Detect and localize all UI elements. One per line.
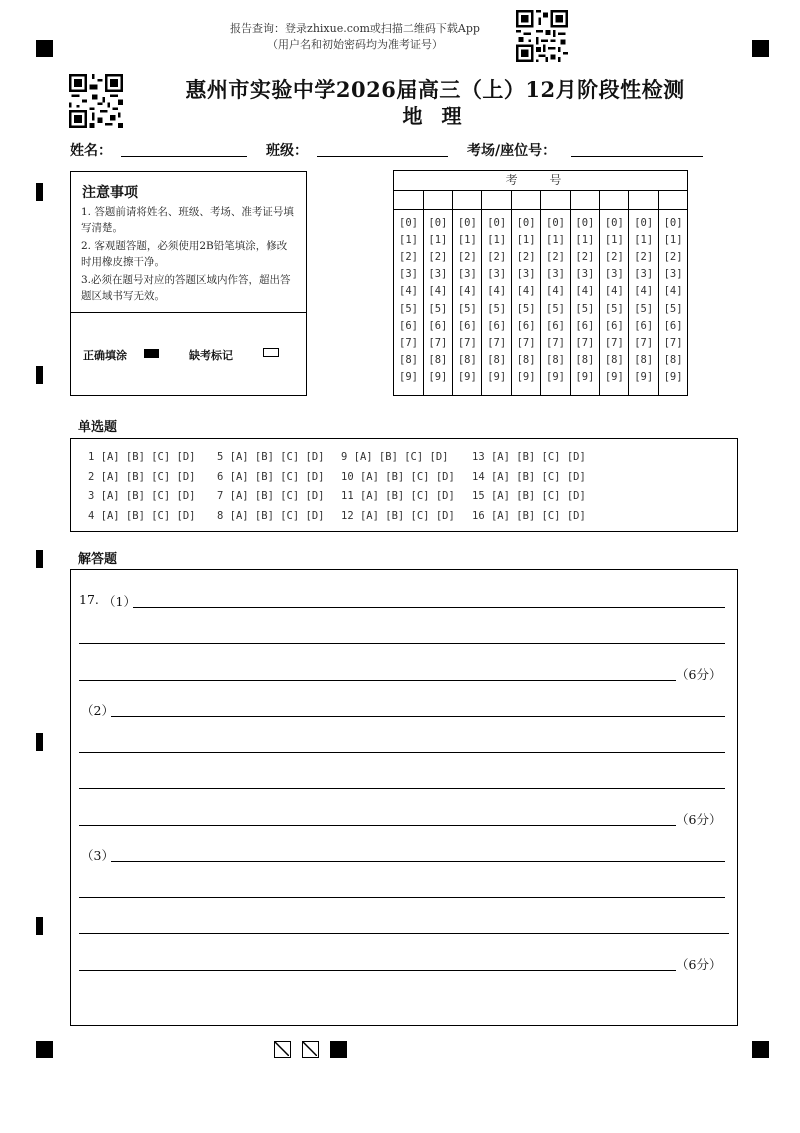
exam-id-bubble[interactable]: [1] [487,234,507,247]
exam-id-bubble[interactable]: [1] [546,234,565,247]
exam-id-bubble[interactable]: [2] [428,251,448,264]
registration-mark-top-left [36,40,53,57]
part-1-points: （6分） [676,667,722,682]
part-2-points: （6分） [676,812,722,827]
timing-mark [36,917,43,935]
exam-id-bubble[interactable]: [3] [516,268,536,281]
exam-id-bubble[interactable]: [7] [428,336,448,349]
registration-mark-bottom-right [752,1041,769,1058]
exam-id-write-box[interactable] [423,190,452,210]
exam-id-column [570,190,600,395]
exam-id-column [600,190,630,395]
exam-id-bubble[interactable]: [0] [546,217,565,229]
exam-id-bubble[interactable]: [0] [604,217,624,229]
exam-id-bubble[interactable]: [2] [604,251,624,264]
answer-line[interactable] [79,970,676,971]
exam-id-bubble[interactable]: [4] [516,285,536,298]
exam-id-bubble[interactable]: [4] [663,285,683,298]
exam-id-bubble[interactable]: [3] [663,268,683,281]
exam-id-bubble[interactable]: [0] [428,217,448,229]
exam-id-bubble[interactable]: [4] [604,285,624,298]
exam-id-bubble[interactable]: [1] [399,234,418,247]
part-1-label: （1） [103,594,136,609]
page-mark-hatched [302,1041,319,1058]
exam-id-write-box[interactable] [629,190,658,210]
exam-id-bubble[interactable]: [6] [428,319,448,332]
exam-id-bubble[interactable]: [2] [457,251,477,264]
exam-id-bubble[interactable]: [0] [487,217,507,229]
exam-id-bubble[interactable]: [7] [604,336,624,349]
exam-id-grid [393,170,688,396]
name-field[interactable] [121,156,247,157]
answer-line[interactable] [79,897,725,898]
exam-id-bubble[interactable]: [9] [428,370,448,383]
answer-line[interactable] [133,607,725,608]
exam-id-bubble[interactable]: [5] [428,302,448,315]
exam-id-write-box[interactable] [659,190,689,210]
question-17-number: 17. [79,592,99,607]
exam-id-bubble[interactable]: [5] [399,302,418,315]
exam-id-bubble[interactable]: [0] [399,217,418,229]
exam-id-column [423,190,453,395]
exam-id-bubble[interactable]: [2] [575,251,595,264]
exam-id-bubble[interactable]: [8] [516,353,536,366]
exam-id-bubble[interactable]: [7] [663,336,683,349]
part-3-points: （6分） [676,957,722,972]
exam-id-bubble[interactable]: [3] [399,268,418,281]
exam-id-bubble[interactable]: [9] [516,370,536,383]
exam-id-column [394,190,424,395]
multiple-choice-box [70,438,738,532]
exam-id-bubble[interactable]: [1] [428,234,448,247]
exam-id-bubble[interactable]: [2] [546,251,565,264]
exam-id-bubble[interactable]: [6] [399,319,418,332]
answer-line[interactable] [79,680,676,681]
answer-line[interactable] [79,788,725,789]
exam-id-bubble[interactable]: [8] [634,353,654,366]
exam-id-bubble[interactable]: [2] [634,251,654,264]
exam-id-bubble[interactable]: [8] [546,353,565,366]
exam-id-bubble[interactable]: [9] [546,370,565,383]
exam-id-header: 考 号 [394,171,687,191]
choice-question-3[interactable]: 3 [A] [B] [C] [D] [88,490,196,502]
exam-id-bubble[interactable]: [4] [428,285,448,298]
registration-mark-bottom-left [36,1041,53,1058]
answer-section-label: 解答题 [78,552,118,567]
choice-question-2[interactable]: 2 [A] [B] [C] [D] [88,470,196,483]
exam-id-bubble[interactable]: [9] [399,370,418,383]
exam-id-bubble[interactable]: [5] [516,302,536,315]
choice-question-11[interactable]: 11 [A] [B] [C] [D] [341,490,455,502]
exam-id-bubble[interactable]: [9] [575,370,595,383]
exam-id-bubble[interactable]: [3] [634,268,654,281]
qr-code-download [516,10,568,62]
exam-id-bubble[interactable]: [6] [575,319,595,332]
exam-id-column [453,190,483,395]
exam-id-bubble[interactable]: [5] [604,302,624,315]
answer-box [70,569,738,1026]
choice-question-8[interactable]: 8 [A] [B] [C] [D] [217,509,325,522]
exam-id-column [629,190,659,395]
exam-id-bubble[interactable]: [9] [634,370,654,383]
exam-id-bubble[interactable]: [0] [457,217,477,229]
exam-id-bubble[interactable]: [1] [575,234,595,247]
exam-id-write-box[interactable] [570,190,599,210]
exam-id-bubble[interactable]: [6] [663,319,683,332]
multiple-choice-label: 单选题 [78,420,118,435]
exam-id-bubble[interactable]: [2] [399,251,418,264]
choice-question-7[interactable]: 7 [A] [B] [C] [D] [217,490,325,502]
part-2-label: （2） [81,703,114,718]
exam-id-bubble[interactable]: [4] [457,285,477,298]
exam-id-bubble[interactable]: [7] [457,336,477,349]
exam-id-write-box[interactable] [600,190,629,210]
exam-id-bubble[interactable]: [6] [516,319,536,332]
exam-id-column [512,190,542,395]
part-3-label: （3） [81,848,114,863]
absent-mark-checkbox[interactable] [263,348,279,357]
exam-id-bubble[interactable]: [8] [457,353,477,366]
exam-id-bubble[interactable]: [9] [487,370,507,383]
exam-id-bubble[interactable]: [4] [575,285,595,298]
exam-id-bubble[interactable]: [8] [663,353,683,366]
exam-id-bubble[interactable]: [6] [546,319,565,332]
exam-id-write-box[interactable] [512,190,541,210]
exam-id-bubble[interactable]: [4] [634,285,654,298]
exam-id-bubble[interactable]: [9] [457,370,477,383]
exam-id-bubble[interactable]: [2] [516,251,536,264]
exam-id-bubble[interactable]: [2] [487,251,507,264]
exam-id-write-box[interactable] [453,190,482,210]
exam-id-bubble[interactable]: [1] [604,234,624,247]
class-label: 班级： [266,143,308,159]
exam-id-bubble[interactable]: [5] [487,302,507,315]
notice-item: 2. 客观题答题，必须使用2B铅笔填涂，修改时用橡皮擦干净。 [81,240,288,268]
exam-id-bubble[interactable]: [9] [604,370,624,383]
exam-id-bubble[interactable]: [5] [575,302,595,315]
choice-question-5[interactable]: 5 [A] [B] [C] [D] [217,451,325,463]
exam-id-bubble[interactable]: [0] [663,217,683,229]
answer-line[interactable] [79,752,725,753]
exam-id-bubble[interactable]: [5] [546,302,565,315]
exam-id-bubble[interactable]: [5] [634,302,654,315]
exam-id-bubble[interactable]: [6] [604,319,624,332]
answer-line[interactable] [79,643,725,644]
notice-divider [71,312,306,313]
page-mark-filled [330,1041,347,1058]
exam-id-write-box[interactable] [541,190,570,210]
notice-item: 1. 答题前请将姓名、班级、考场、准考证号填写清楚。 [81,206,294,234]
name-label: 姓名： [70,143,112,159]
exam-id-bubble[interactable]: [6] [457,319,477,332]
notice-box [70,171,307,396]
choice-question-6[interactable]: 6 [A] [B] [C] [D] [217,470,325,483]
exam-id-bubble[interactable]: [5] [663,302,683,315]
exam-id-bubble[interactable]: [7] [399,336,418,349]
absent-mark-label: 缺考标记 [189,349,233,362]
choice-question-15[interactable]: 15 [A] [B] [C] [D] [472,490,586,502]
correct-fill-label: 正确填涂 [83,349,127,362]
report-query-note [220,21,490,53]
exam-id-bubble[interactable]: [0] [634,217,654,229]
exam-id-bubble[interactable]: [8] [428,353,448,366]
notice-item: 3.必须在题号对应的答题区域内作答，超出答题区域书写无效。 [81,274,291,302]
answer-line[interactable] [79,933,729,934]
exam-id-column [482,190,512,395]
exam-id-bubble[interactable]: [4] [546,285,565,298]
choice-question-4[interactable]: 4 [A] [B] [C] [D] [88,509,196,522]
exam-id-bubble[interactable]: [3] [428,268,448,281]
exam-subject: 地 理 [402,104,468,128]
choice-question-1[interactable]: 1 [A] [B] [C] [D] [88,451,196,463]
exam-id-bubble[interactable]: [3] [604,268,624,281]
answer-line[interactable] [79,825,676,826]
exam-id-write-box[interactable] [482,190,511,210]
exam-id-bubble[interactable]: [8] [487,353,507,366]
exam-id-column [659,190,689,395]
choice-question-12[interactable]: 12 [A] [B] [C] [D] [341,509,455,522]
timing-mark [36,550,43,568]
exam-room-field[interactable] [571,156,703,157]
exam-id-bubble[interactable]: [5] [457,302,477,315]
exam-id-bubble[interactable]: [6] [487,319,507,332]
exam-id-bubble[interactable]: [7] [575,336,595,349]
choice-question-13[interactable]: 13 [A] [B] [C] [D] [472,451,586,463]
exam-title: 惠州市实验中学2026届高三（上）12月阶段性检测 [185,77,685,102]
exam-id-bubble[interactable]: [1] [663,234,683,247]
exam-id-bubble[interactable]: [2] [663,251,683,264]
notice-title: 注意事项 [82,185,138,201]
timing-mark [36,183,43,201]
exam-id-bubble[interactable]: [8] [399,353,418,366]
exam-id-bubble[interactable]: [0] [575,217,595,229]
report-query-line1: 报告查询：登录zhixue.com或扫描二维码下载App [230,22,480,35]
exam-id-bubble[interactable]: [7] [546,336,565,349]
exam-id-bubble[interactable]: [7] [487,336,507,349]
exam-id-bubble[interactable]: [7] [634,336,654,349]
qr-code-student [69,74,123,128]
choice-question-10[interactable]: 10 [A] [B] [C] [D] [341,470,455,483]
correct-fill-sample [144,349,159,358]
exam-id-bubble[interactable]: [8] [604,353,624,366]
exam-id-bubble[interactable]: [1] [634,234,654,247]
exam-id-bubble[interactable]: [7] [516,336,536,349]
timing-mark [36,366,43,384]
exam-id-write-box[interactable] [394,190,423,210]
answer-line[interactable] [111,861,725,862]
exam-id-bubble[interactable]: [4] [399,285,418,298]
class-field[interactable] [317,156,448,157]
exam-id-bubble[interactable]: [8] [575,353,595,366]
exam-id-bubble[interactable]: [4] [487,285,507,298]
exam-id-bubble[interactable]: [3] [457,268,477,281]
report-query-line2: （用户名和初始密码均为准考证号） [267,38,443,51]
exam-id-bubble[interactable]: [9] [663,370,683,383]
exam-id-bubble[interactable]: [0] [516,217,536,229]
exam-id-bubble[interactable]: [1] [457,234,477,247]
exam-id-bubble[interactable]: [1] [516,234,536,247]
timing-mark [36,733,43,751]
page-mark-hatched [274,1041,291,1058]
exam-id-column [541,190,571,395]
exam-id-bubble[interactable]: [6] [634,319,654,332]
choice-question-16[interactable]: 16 [A] [B] [C] [D] [472,509,586,522]
exam-id-bubble[interactable]: [3] [487,268,507,281]
choice-question-9[interactable]: 9 [A] [B] [C] [D] [341,451,449,463]
choice-question-14[interactable]: 14 [A] [B] [C] [D] [472,470,586,483]
answer-line[interactable] [111,716,725,717]
exam-room-label: 考场/座位号： [467,143,557,159]
exam-id-bubble[interactable]: [3] [575,268,595,281]
exam-id-bubble[interactable]: [3] [546,268,565,281]
registration-mark-top-right [752,40,769,57]
